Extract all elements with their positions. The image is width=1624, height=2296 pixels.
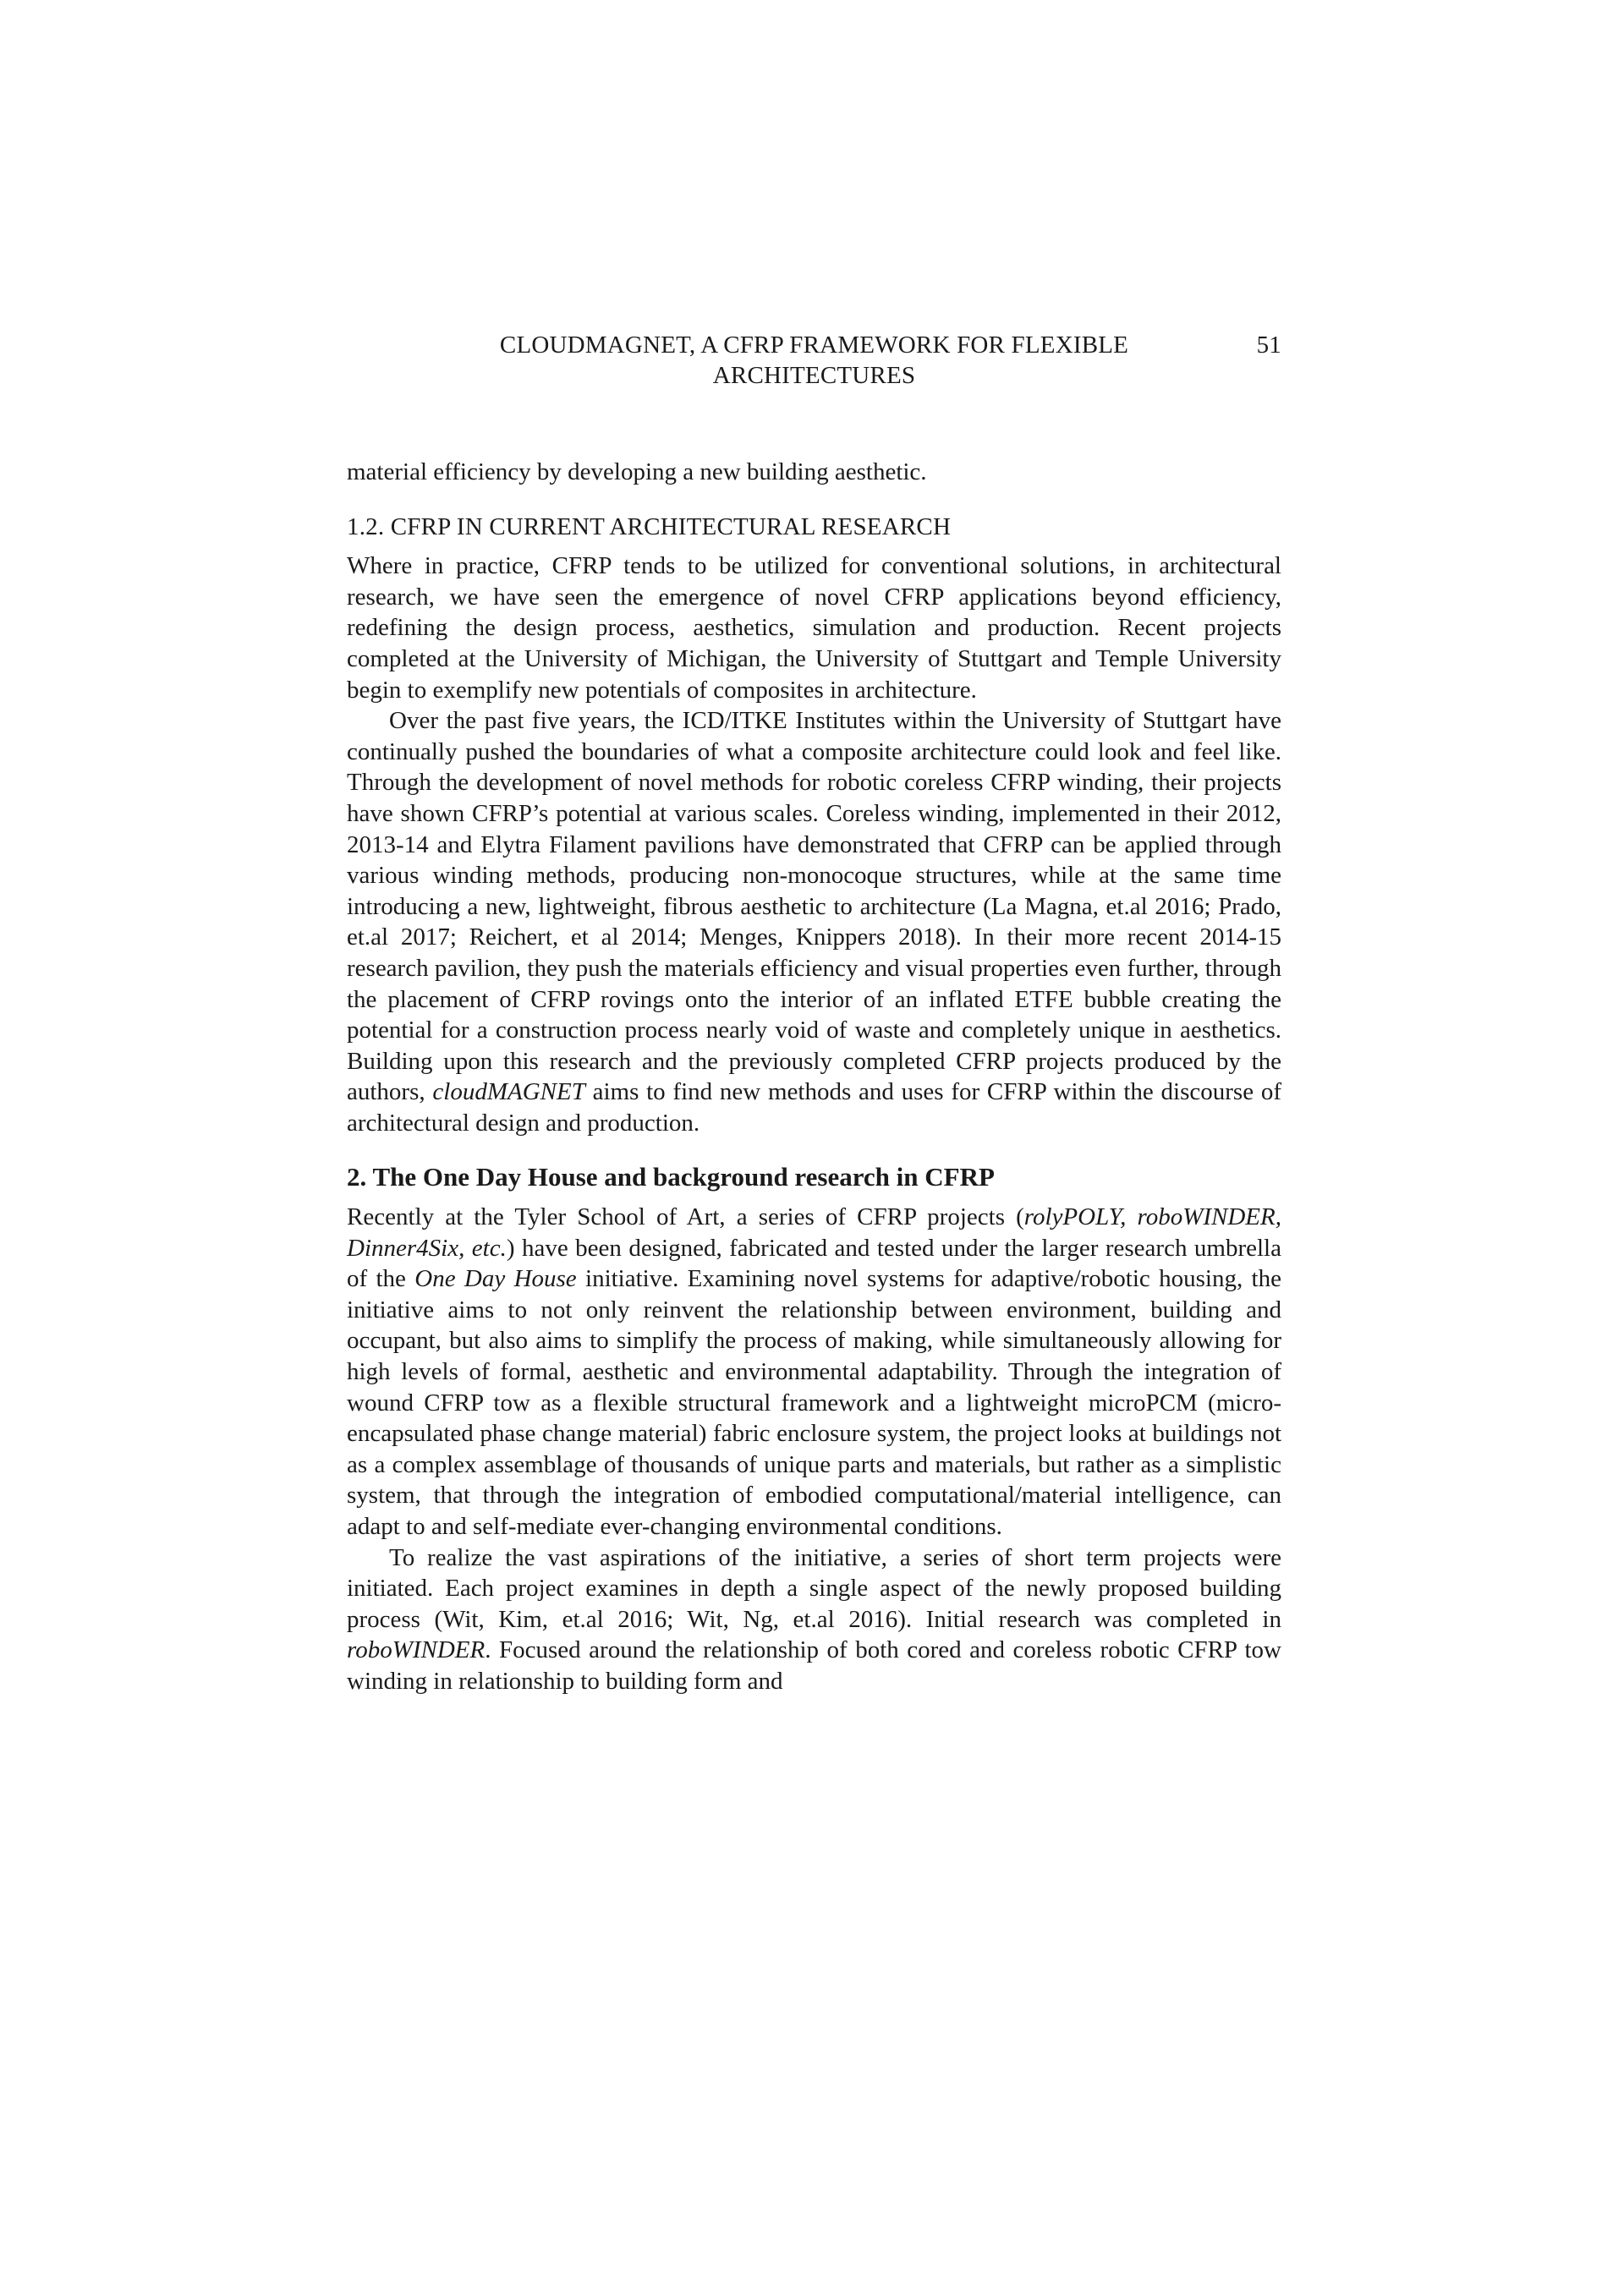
paragraph-3-italic-b: One Day House (414, 1265, 577, 1293)
paragraph-2-text-a: Over the past five years, the ICD/ITKE Institutes within the University of Stuttgart have continually pushed the boundaries of what a composite architecture could look and feel like. Through the development of novel methods for robotic coreless CFRP winding, their projects have shown CFRP’s potential at various scales. Coreless winding, implemented in their 2012, 2013-14 and Elytra Filament pavilions have demonstrated that CFRP can be applied through various winding methods, producing non-monocoque structures, while at the same time introducing a new, lightweight, fibrous aesthetic to architecture (La Magna, et.al 2016; Prado, et.al 2017; Reichert, et al 2014; Menges, Knippers 2018). In their more recent 2014-15 research pavilion, they push the materials efficiency and visual properties even further, through the placement of CFRP rovings onto the interior of an inflated ETFE bubble creating the potential for a construction process nearly void of waste and completely unique in aesthetics. Building upon this research and the previously completed CFRP projects produced by the authors, (347, 707, 1281, 1106)
running-title-line-1: CLOUDMAGNET, A CFRP FRAMEWORK FOR FLEXIBLE (499, 332, 1129, 359)
paragraph-3-text-b: ) have been designed, fabricated and tested under the larger research umbrella of the (347, 1234, 1281, 1293)
paragraph-1: Where in practice, CFRP tends to be utilized for conventional solutions, in architectural research, we have seen the emergence of novel CFRP applications beyond efficiency, redefining the design process, aesthetics, simulation and production. Recent projects completed at the University of Michigan, the University of Stuttgart and Temple University begin to exemplify new potentials of composites in architecture. (347, 552, 1281, 704)
paragraph-4 (347, 1543, 1281, 1697)
paragraph-2 (347, 705, 1281, 1138)
paragraph-3-text-c: initiative. Examining novel systems for adaptive/robotic housing, the initiative aims to not only reinvent the relationship between environment, building and occupant, but also aims to simplify the process of making, while simultaneously allowing for high levels of formal, aesthetic and environmental adaptability. Through the integration of wound CFRP tow as a flexible structural framework and a lightweight microPCM (micro-encapsulated phase change material) fabric enclosure system, the project looks at buildings not as a complex assemblage of thousands of unique parts and materials, but rather as a simplistic system, that through the integration of embodied computational/material intelligence, can adapt to and self-mediate ever-changing environmental conditions. (347, 1265, 1281, 1540)
paragraph-2-text-b: aims to find new methods and uses for CFRP within the discourse of architectural design and production. (347, 1078, 1282, 1137)
paragraph-3 (347, 1202, 1281, 1543)
carryover-paragraph: material efficiency by developing a new building aesthetic. (347, 458, 927, 485)
paragraph-3-italic-a: rolyPOLY, roboWINDER, Dinner4Six, etc. (347, 1203, 1281, 1262)
body-text (347, 457, 1281, 1697)
paragraph-3-text-a: Recently at the Tyler School of Art, a series of CFRP projects ( (347, 1203, 1024, 1231)
page-number: 51 (1256, 332, 1281, 359)
subsection-heading: 1.2. CFRP IN CURRENT ARCHITECTURAL RESEARCH (347, 512, 952, 540)
paragraph-4-italic-a: roboWINDER (347, 1636, 486, 1664)
running-title-line-2: ARCHITECTURES (712, 362, 916, 389)
running-header (347, 330, 1281, 391)
paragraph-2-italic-a: cloudMAGNET (432, 1078, 585, 1106)
section-heading: 2. The One Day House and background research in CFRP (347, 1162, 995, 1192)
paragraph-4-text-a: To realize the vast aspirations of the initiative, a series of short term projects were initiated. Each project examines in depth a single aspect of the newly proposed building process (Wit, Kim, et.al 2016; Wit, Ng, et.al 2016). Initial research was completed in (347, 1543, 1281, 1633)
paragraph-4-text-b: . Focused around the relationship of both cored and coreless robotic CFRP tow winding in relationship to building form and (347, 1636, 1281, 1695)
running-title (347, 330, 1281, 391)
